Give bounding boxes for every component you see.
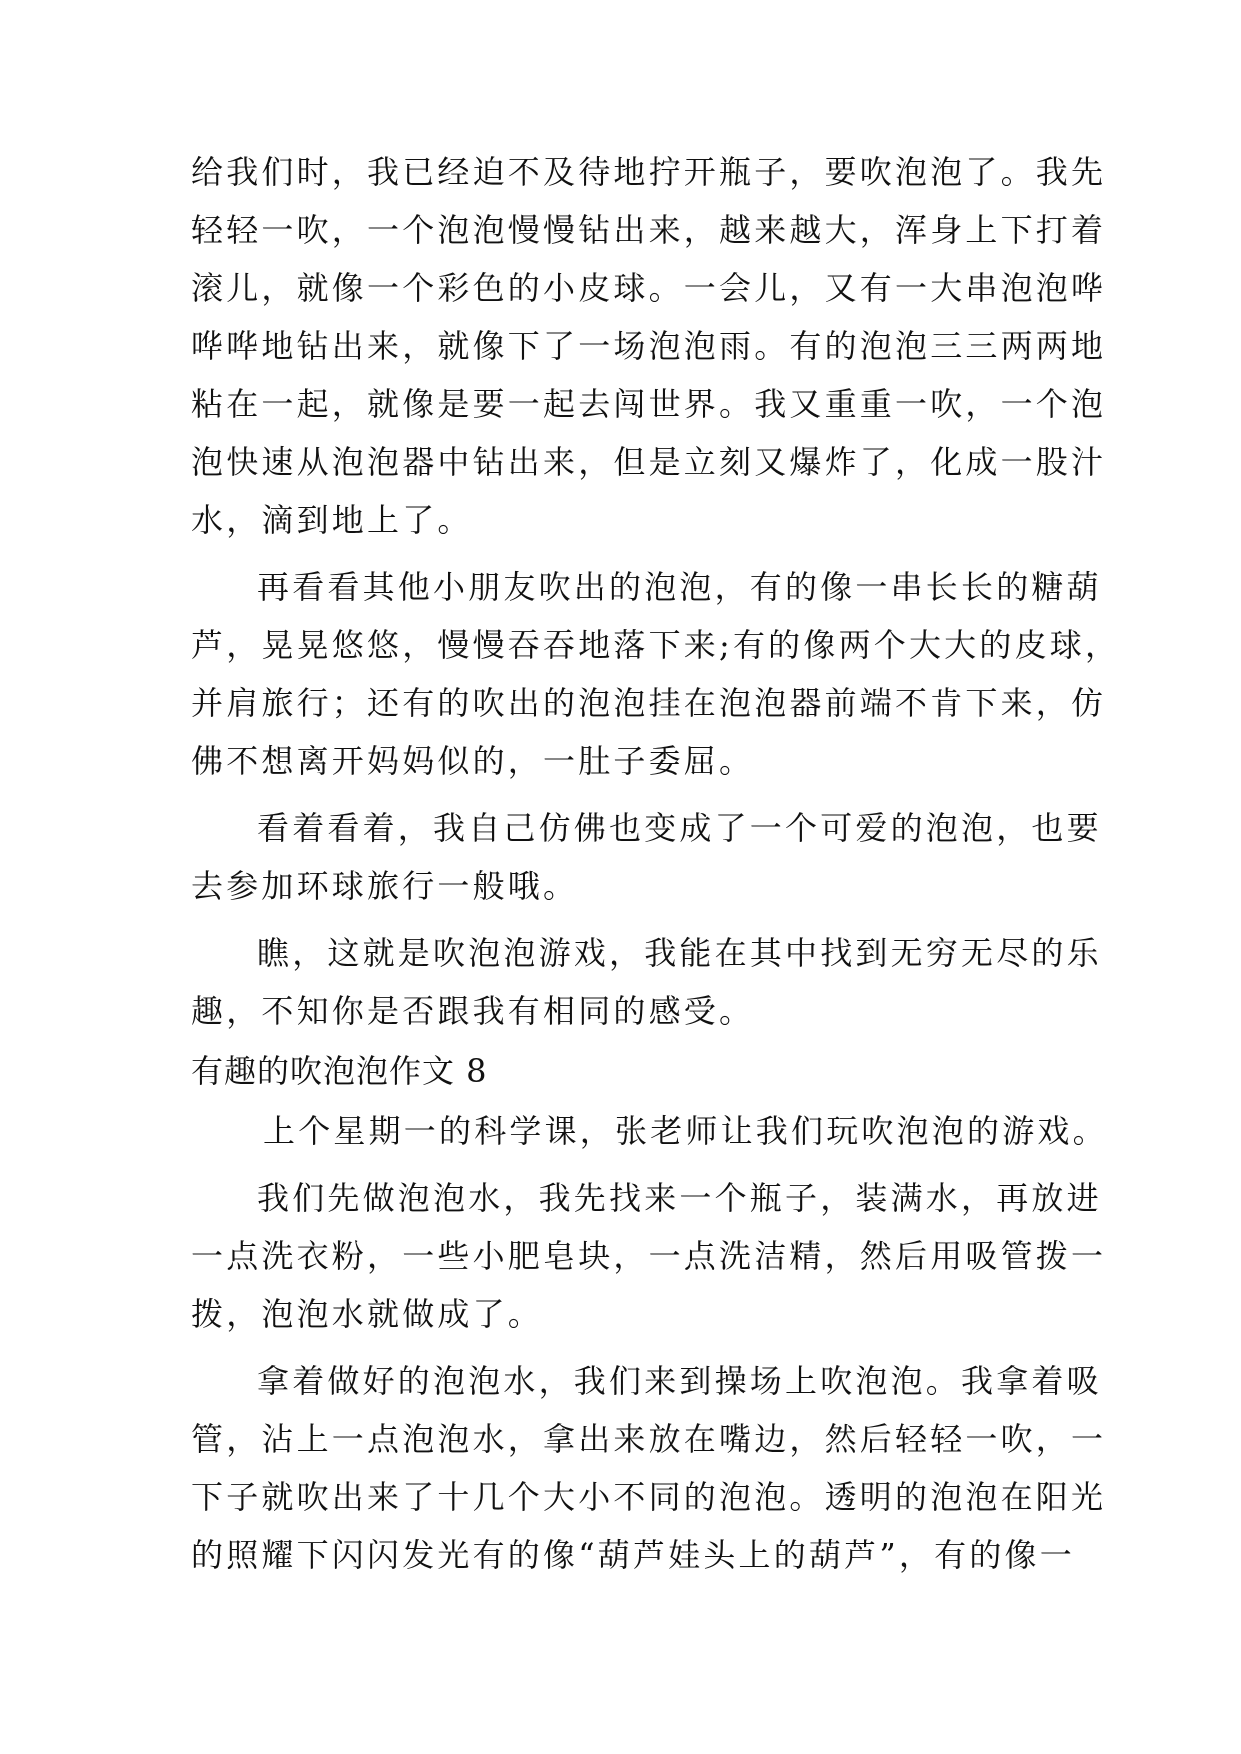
text-line: 滚儿，就像一个彩色的小皮球。一会儿，又有一大串泡泡哗 [191,269,1107,307]
text-line: 粘在一起，就像是要一起去闯世界。我又重重一吹，一个泡 [191,385,1107,423]
text-line: 哗哗地钻出来，就像下了一场泡泡雨。有的泡泡三三两两地 [191,327,1107,365]
paragraph-first-line: 拿着做好的泡泡水，我们来到操场上吹泡泡。我拿着吸 [257,1362,1102,1400]
text-line: 给我们时，我已经迫不及待地拧开瓶子，要吹泡泡了。我先 [191,153,1107,191]
section-heading: 有趣的吹泡泡作文 8 [191,1052,488,1090]
text-line: 佛不想离开妈妈似的，一肚子委屈。 [191,742,755,780]
text-line: 一点洗衣粉，一些小肥皂块，一点洗洁精，然后用吸管拨一 [191,1237,1107,1275]
paragraph-first-line: 我们先做泡泡水，我先找来一个瓶子，装满水，再放进 [257,1179,1102,1217]
text-line: 芦，晃晃悠悠，慢慢吞吞地落下来;有的像两个大大的皮球， [191,626,1121,664]
paragraph-first-line: 上个星期一的科学课，张老师让我们玩吹泡泡的游戏。 [263,1112,1108,1150]
text-line: 并肩旅行；还有的吹出的泡泡挂在泡泡器前端不肯下来，仿 [191,684,1107,722]
text-line: 泡快速从泡泡器中钻出来，但是立刻又爆炸了，化成一股汁 [191,443,1107,481]
text-line: 的照耀下闪闪发光有的像“葫芦娃头上的葫芦”，有的像一 [191,1536,1075,1574]
text-line: 去参加环球旅行一般哦。 [191,867,579,905]
text-line: 拨，泡泡水就做成了。 [191,1295,544,1333]
text-line: 水，滴到地上了。 [191,501,473,539]
paragraph-first-line: 看着看着，我自己仿佛也变成了一个可爱的泡泡，也要 [257,809,1102,847]
paragraph-first-line: 瞧，这就是吹泡泡游戏，我能在其中找到无穷无尽的乐 [257,934,1102,972]
paragraph-first-line: 再看看其他小朋友吹出的泡泡，有的像一串长长的糖葫 [257,568,1102,606]
text-line: 轻轻一吹，一个泡泡慢慢钻出来，越来越大，浑身上下打着 [191,211,1107,249]
text-line: 下子就吹出来了十几个大小不同的泡泡。透明的泡泡在阳光 [191,1478,1107,1516]
text-line: 趣，不知你是否跟我有相同的感受。 [191,992,755,1030]
text-line: 管，沾上一点泡泡水，拿出来放在嘴边，然后轻轻一吹，一 [191,1420,1107,1458]
